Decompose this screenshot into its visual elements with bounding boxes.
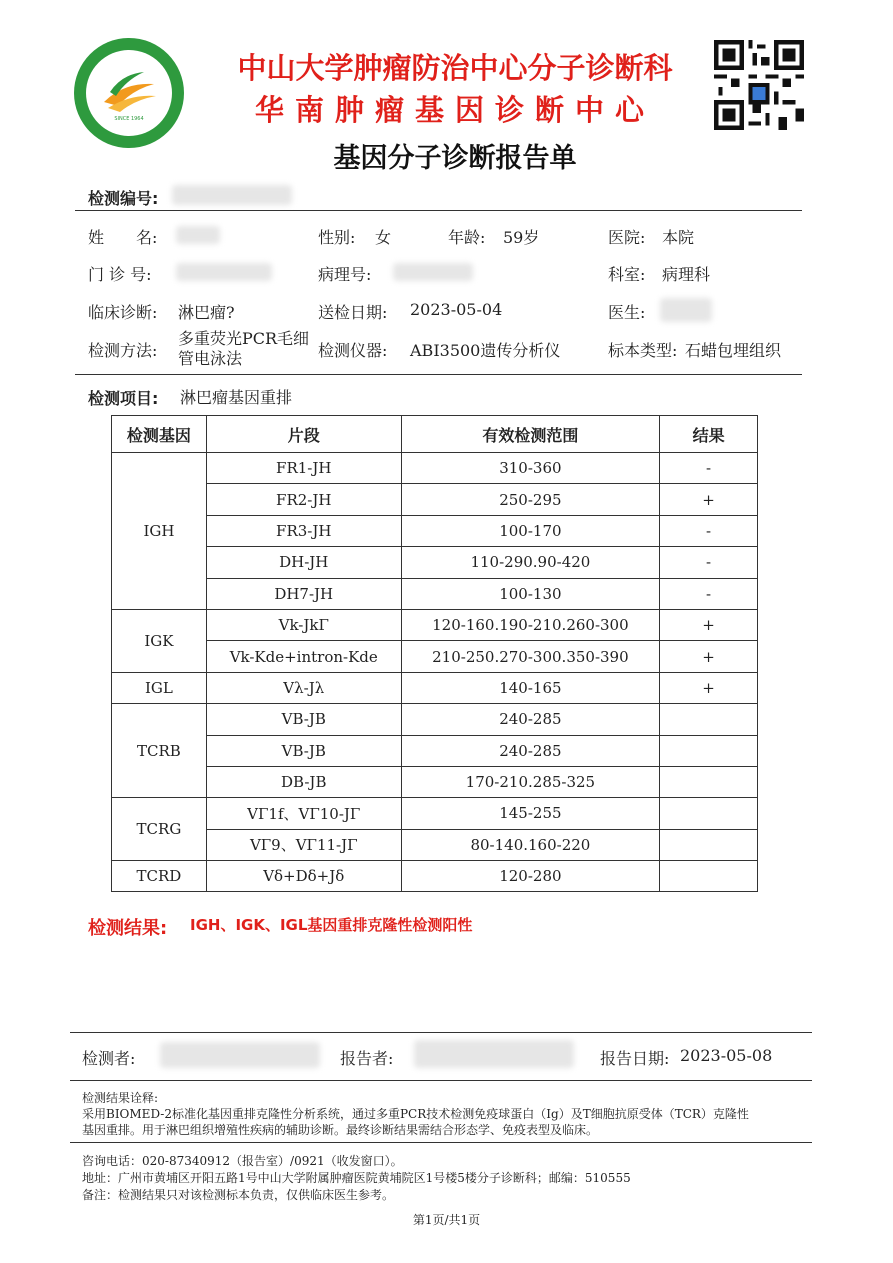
diagnosis-label: 临床诊断: bbox=[88, 303, 158, 322]
report-date-value: 2023-05-08 bbox=[680, 1046, 773, 1065]
gene-cell: TCRG bbox=[112, 798, 207, 861]
gender-label: 性别: bbox=[318, 228, 356, 247]
range-cell: 170-210.285-325 bbox=[401, 766, 660, 797]
pathology-redacted bbox=[393, 263, 473, 281]
range-cell: 120-280 bbox=[401, 861, 660, 892]
hospital-logo bbox=[74, 38, 184, 148]
segment-cell: Vδ+Dδ+Jδ bbox=[206, 861, 401, 892]
footer-phone: 咨询电话：020-87340912（报告室）/0921（收发窗口）。 bbox=[82, 1154, 403, 1168]
segment-cell: FR3-JH bbox=[206, 515, 401, 546]
divider bbox=[75, 210, 802, 211]
result-cell bbox=[660, 829, 758, 860]
notes-line2: 基因重排。用于淋巴组织增殖性疾病的辅助诊断。最终诊断结果需结合形态学、免疫表型及临床。 bbox=[82, 1123, 599, 1137]
gene-cell: IGL bbox=[112, 672, 207, 703]
result-cell bbox=[660, 766, 758, 797]
result-cell: + bbox=[660, 609, 758, 640]
divider bbox=[70, 1032, 812, 1033]
doctor-redacted bbox=[660, 298, 712, 322]
range-cell: 210-250.270-300.350-390 bbox=[401, 641, 660, 672]
result-cell: - bbox=[660, 453, 758, 484]
range-cell: 145-255 bbox=[401, 798, 660, 829]
result-cell: - bbox=[660, 515, 758, 546]
range-cell: 250-295 bbox=[401, 484, 660, 515]
diagnosis-value: 淋巴瘤? bbox=[178, 303, 235, 322]
tester-signature-redacted bbox=[160, 1042, 320, 1068]
result-cell bbox=[660, 861, 758, 892]
outpatient-redacted bbox=[176, 263, 272, 281]
submit-date-value: 2023-05-04 bbox=[410, 300, 503, 319]
gene-rearrangement-table bbox=[111, 415, 758, 892]
footer-address: 地址：广州市黄埔区开阳五路1号中山大学附属肿瘤医院黄埔院区1号楼5楼分子诊断科；邮编：510555 bbox=[82, 1171, 631, 1185]
result-cell bbox=[660, 798, 758, 829]
table-row bbox=[112, 672, 758, 703]
range-cell: 100-130 bbox=[401, 578, 660, 609]
gene-cell: IGH bbox=[112, 453, 207, 610]
table-header-row bbox=[112, 416, 758, 453]
table-row bbox=[112, 829, 758, 860]
gene-cell: TCRB bbox=[112, 704, 207, 798]
segment-cell: VΓ1f、VΓ10-JΓ bbox=[206, 798, 401, 829]
header-segment: 片段 bbox=[206, 416, 401, 453]
leaf-logo-icon bbox=[74, 38, 184, 148]
center-name: 华南肿瘤基因诊断中心 bbox=[254, 93, 655, 127]
table-row bbox=[112, 453, 758, 484]
range-cell: 80-140.160-220 bbox=[401, 829, 660, 860]
org-name: 中山大学肿瘤防治中心分子诊断科 bbox=[237, 51, 673, 85]
result-cell bbox=[660, 704, 758, 735]
submit-date-label: 送检日期: bbox=[318, 303, 388, 322]
gender-value: 女 bbox=[375, 228, 392, 247]
dept-value: 病理科 bbox=[662, 265, 711, 284]
doctor-label: 医生: bbox=[608, 303, 646, 322]
notes-line1: 采用BIOMED-2标准化基因重排克隆性分析系统，通过多重PCR技术检测免疫球蛋白（Ig）及T细胞抗原受体（TCR）克隆性 bbox=[82, 1107, 749, 1121]
name-label: 姓 名: bbox=[88, 228, 158, 247]
table-row bbox=[112, 484, 758, 515]
qr-code-icon bbox=[712, 40, 806, 130]
logo-since-text: SINCE 1964 bbox=[114, 116, 144, 122]
table-row bbox=[112, 798, 758, 829]
table-row bbox=[112, 515, 758, 546]
reporter-signature-redacted bbox=[414, 1040, 574, 1068]
method-value-line2: 管电泳法 bbox=[178, 349, 243, 368]
result-cell: + bbox=[660, 672, 758, 703]
segment-cell: VB-JB bbox=[206, 704, 401, 735]
test-no-redacted bbox=[172, 185, 292, 205]
pathology-label: 病理号: bbox=[318, 265, 372, 284]
table-row bbox=[112, 578, 758, 609]
range-cell: 240-285 bbox=[401, 735, 660, 766]
header-range: 有效检测范围 bbox=[401, 416, 660, 453]
divider bbox=[70, 1142, 812, 1143]
range-cell: 140-165 bbox=[401, 672, 660, 703]
project-value: 淋巴瘤基因重排 bbox=[180, 388, 293, 407]
segment-cell: FR1-JH bbox=[206, 453, 401, 484]
dept-label: 科室: bbox=[608, 265, 646, 284]
hospital-label: 医院: bbox=[608, 228, 646, 247]
gene-cell: TCRD bbox=[112, 861, 207, 892]
outpatient-label: 门 诊 号: bbox=[88, 265, 152, 284]
header-result: 结果 bbox=[660, 416, 758, 453]
segment-cell: DH7-JH bbox=[206, 578, 401, 609]
result-cell: - bbox=[660, 578, 758, 609]
divider bbox=[70, 1080, 812, 1081]
result-cell: + bbox=[660, 641, 758, 672]
notes-title: 检测结果诠释: bbox=[82, 1091, 159, 1105]
range-cell: 240-285 bbox=[401, 704, 660, 735]
instrument-value: ABI3500遗传分析仪 bbox=[410, 341, 561, 360]
table-row bbox=[112, 735, 758, 766]
table-row bbox=[112, 609, 758, 640]
range-cell: 120-160.190-210.260-300 bbox=[401, 609, 660, 640]
table-row bbox=[112, 641, 758, 672]
segment-cell: FR2-JH bbox=[206, 484, 401, 515]
segment-cell: DB-JB bbox=[206, 766, 401, 797]
result-cell bbox=[660, 735, 758, 766]
segment-cell: VΓ9、VΓ11-JΓ bbox=[206, 829, 401, 860]
instrument-label: 检测仪器: bbox=[318, 341, 388, 360]
header-gene: 检测基因 bbox=[112, 416, 207, 453]
segment-cell: VB-JB bbox=[206, 735, 401, 766]
sample-value: 石蜡包埋组织 bbox=[685, 341, 782, 360]
result-cell: - bbox=[660, 547, 758, 578]
test-no-label: 检测编号: bbox=[88, 189, 159, 208]
name-redacted bbox=[176, 226, 220, 244]
sample-label: 标本类型: bbox=[608, 341, 678, 360]
report-title: 基因分子诊断报告单 bbox=[333, 143, 577, 174]
gene-cell: IGK bbox=[112, 609, 207, 672]
table-row bbox=[112, 861, 758, 892]
result-cell: + bbox=[660, 484, 758, 515]
age-value: 59岁 bbox=[503, 228, 540, 247]
range-cell: 110-290.90-420 bbox=[401, 547, 660, 578]
segment-cell: Vk-Kde+intron-Kde bbox=[206, 641, 401, 672]
tester-label: 检测者: bbox=[82, 1049, 136, 1068]
report-date-label: 报告日期: bbox=[600, 1049, 670, 1068]
footer-remark: 备注：检测结果只对该检测标本负责，仅供临床医生参考。 bbox=[82, 1188, 395, 1202]
conclusion-label: 检测结果: bbox=[88, 918, 168, 939]
conclusion-value: IGH、IGK、IGL基因重排克隆性检测阳性 bbox=[190, 916, 473, 934]
method-value-line1: 多重荧光PCR毛细 bbox=[178, 329, 310, 348]
hospital-value: 本院 bbox=[662, 228, 695, 247]
table-row bbox=[112, 704, 758, 735]
page-number: 第1页/共1页 bbox=[412, 1213, 481, 1227]
range-cell: 310-360 bbox=[401, 453, 660, 484]
age-label: 年龄: bbox=[448, 228, 486, 247]
table-row bbox=[112, 547, 758, 578]
range-cell: 100-170 bbox=[401, 515, 660, 546]
project-label: 检测项目: bbox=[88, 389, 159, 408]
divider bbox=[75, 374, 802, 375]
table-row bbox=[112, 766, 758, 797]
segment-cell: Vk-JkΓ bbox=[206, 609, 401, 640]
reporter-label: 报告者: bbox=[340, 1049, 394, 1068]
segment-cell: Vλ-Jλ bbox=[206, 672, 401, 703]
method-label: 检测方法: bbox=[88, 341, 158, 360]
segment-cell: DH-JH bbox=[206, 547, 401, 578]
